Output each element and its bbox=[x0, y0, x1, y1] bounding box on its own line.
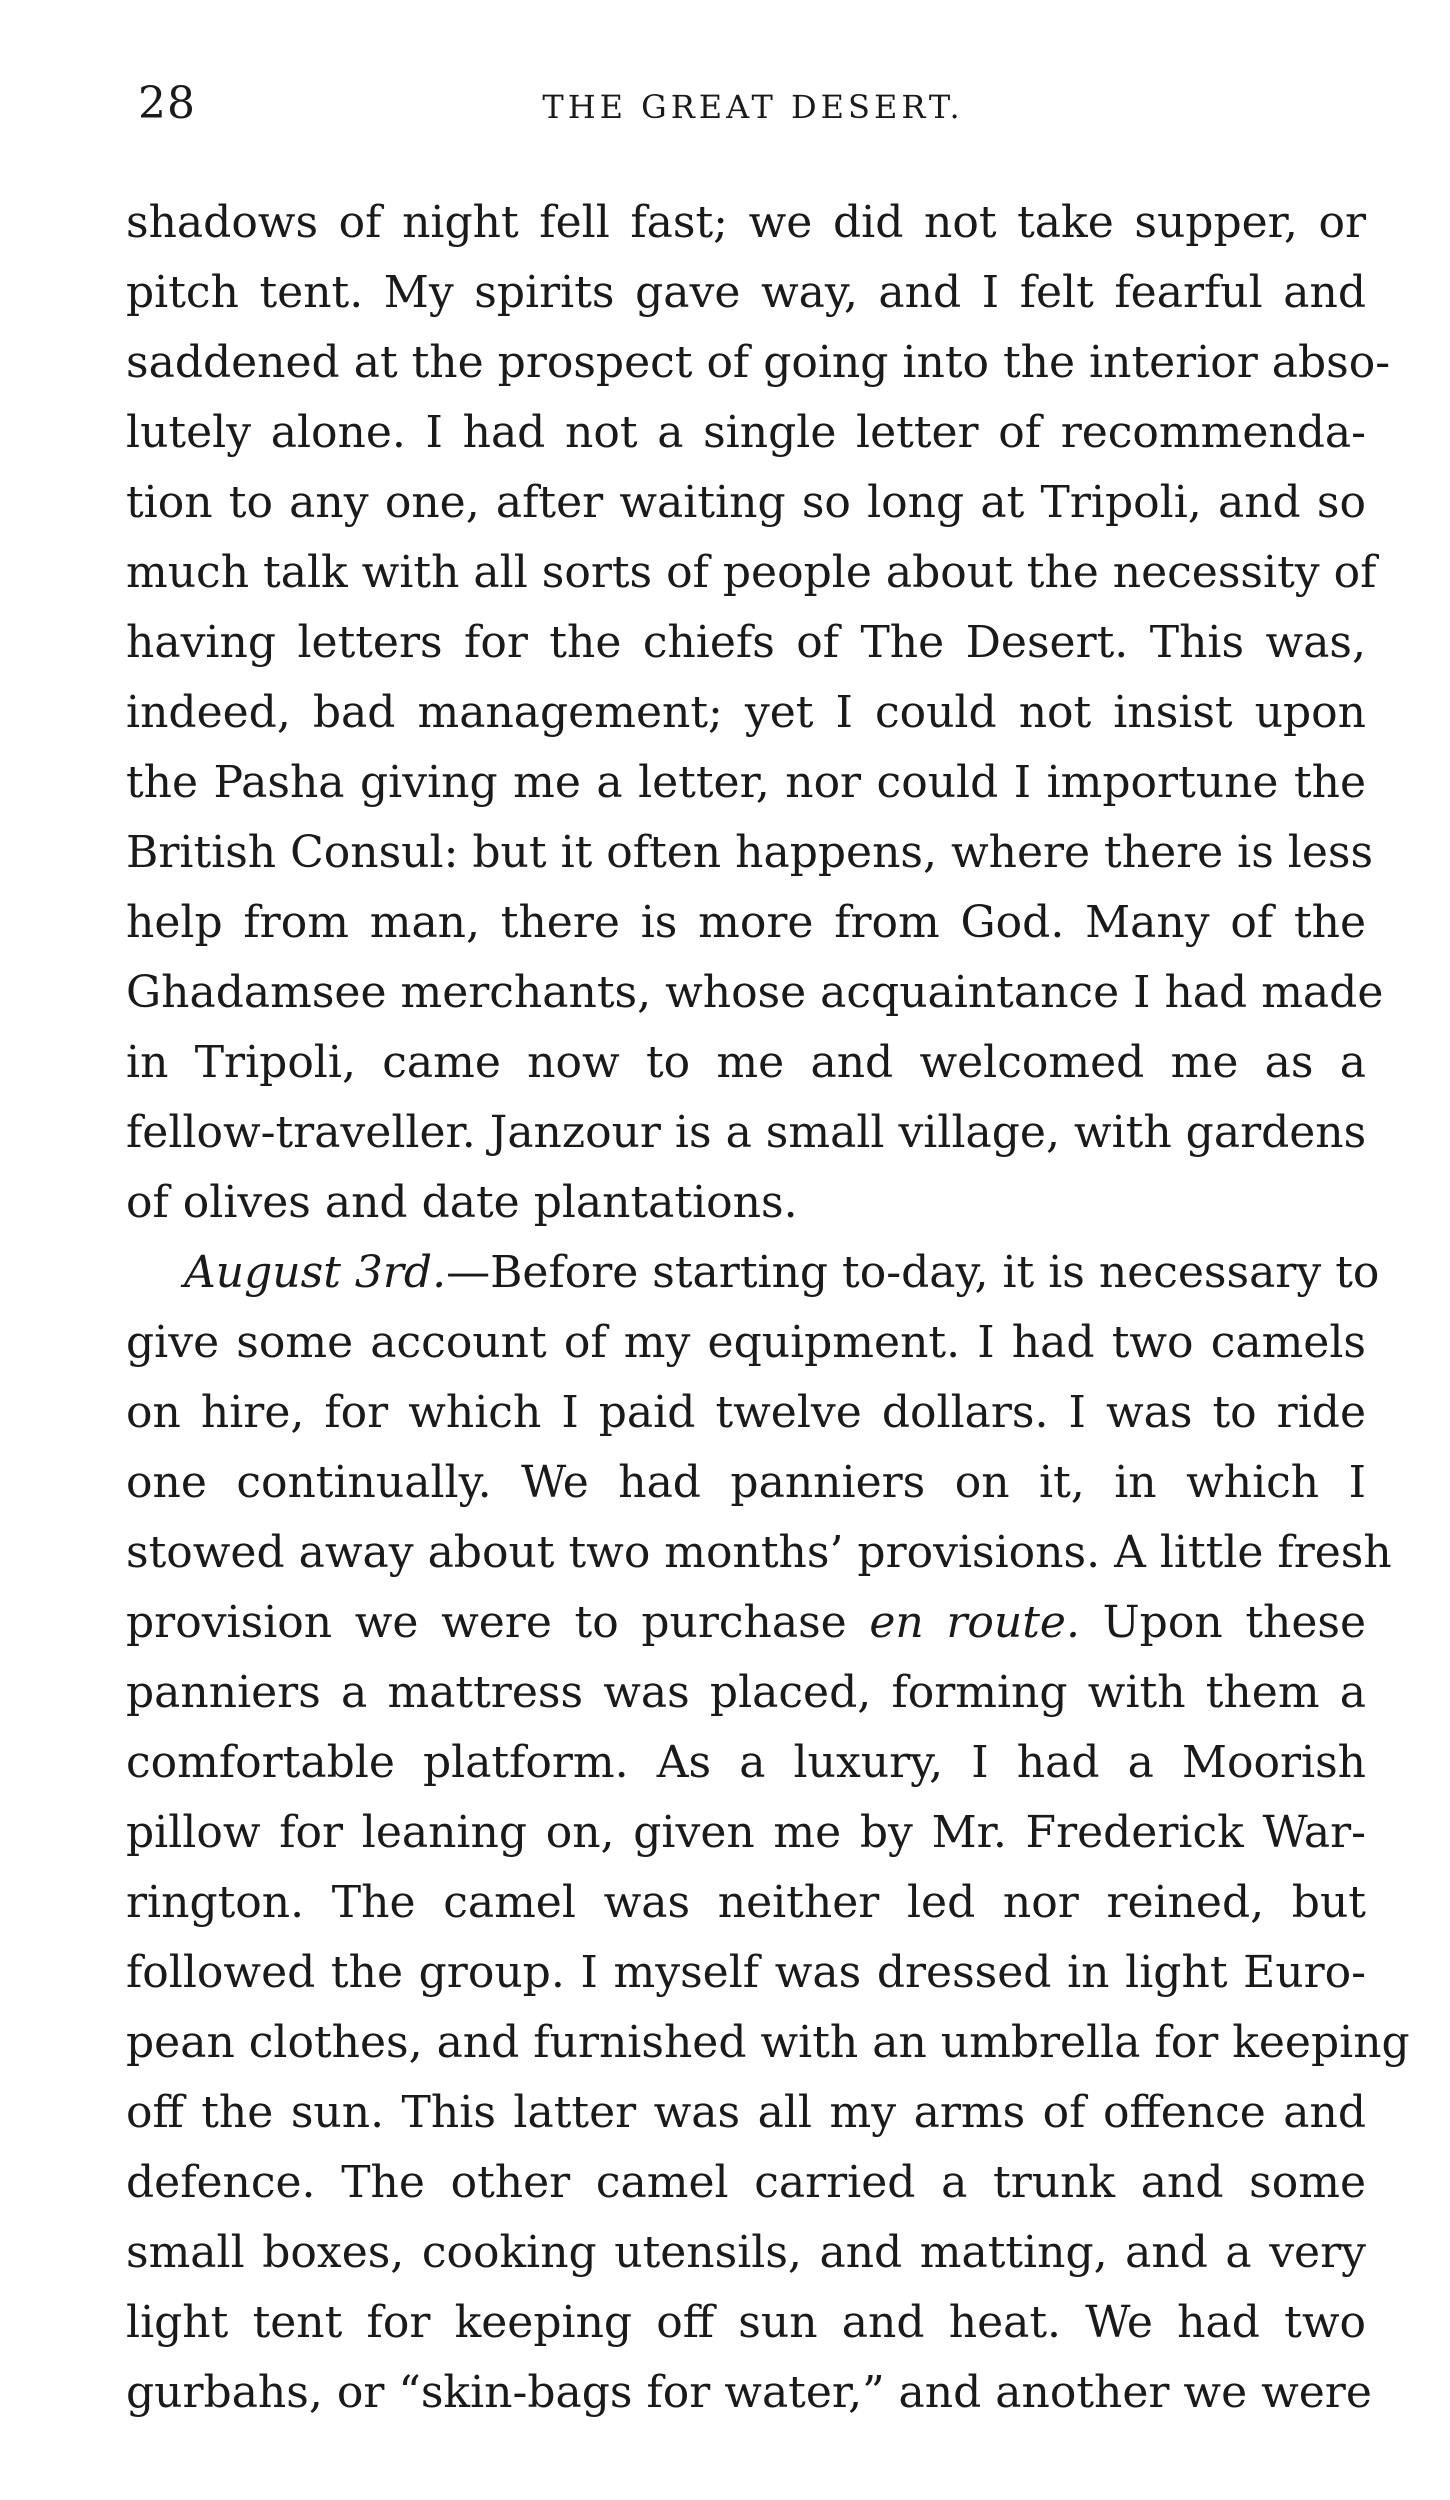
text-line: defence. The other camel carried a trunk and some bbox=[126, 2157, 1366, 2208]
text-line: the Pasha giving me a letter, nor could I importune the bbox=[126, 757, 1366, 808]
text-line bbox=[126, 1238, 1380, 1308]
text-line: pillow for leaning on, given me by Mr. Frederick War- bbox=[126, 1807, 1366, 1858]
body-text bbox=[126, 188, 1410, 2428]
text-line: small boxes, cooking utensils, and matting, and a very bbox=[126, 2227, 1366, 2278]
text-line: panniers a mattress was placed, forming with them a bbox=[126, 1667, 1366, 1718]
text-line: British Consul: but it often happens, where there is less bbox=[126, 827, 1374, 878]
line-text: Upon these bbox=[1079, 1597, 1366, 1648]
text-line: fellow-traveller. Janzour is a small village, with gardens bbox=[126, 1107, 1367, 1158]
text-line: in Tripoli, came now to me and welcomed me as a bbox=[126, 1037, 1366, 1088]
text-line: light tent for keeping off sun and heat. We had two bbox=[126, 2297, 1366, 2348]
text-line: stowed away about two months’ provisions. A little fresh bbox=[126, 1527, 1392, 1578]
text-line: Ghadamsee merchants, whose acquaintance I had made bbox=[126, 967, 1384, 1018]
text-line bbox=[126, 1588, 1366, 1658]
text-line: help from man, there is more from God. Many of the bbox=[126, 897, 1366, 948]
text-line: shadows of night fell fast; we did not take supper, or bbox=[126, 197, 1366, 248]
text-line: off the sun. This latter was all my arms of offence and bbox=[126, 2087, 1366, 2138]
text-line: having letters for the chiefs of The Desert. This was, bbox=[126, 617, 1366, 668]
text-line: on hire, for which I paid twelve dollars. I was to ride bbox=[126, 1387, 1366, 1438]
text-line: tion to any one, after waiting so long at Tripoli, and so bbox=[126, 477, 1366, 528]
text-line: of olives and date plantations. bbox=[126, 1177, 798, 1228]
line-text: provision we were to purchase bbox=[126, 1597, 870, 1648]
text-line: lutely alone. I had not a single letter of recommenda- bbox=[126, 407, 1366, 458]
entry-date-day: 3rd. bbox=[354, 1247, 447, 1298]
text-line: followed the group. I myself was dressed in light Euro- bbox=[126, 1947, 1366, 1998]
text-line: gurbahs, or “skin-bags for water,” and another we were bbox=[126, 2367, 1372, 2418]
line-text: —Before starting to-day, it is necessary to bbox=[446, 1247, 1380, 1298]
running-head: THE GREAT DESERT. bbox=[542, 88, 964, 126]
text-line: comfortable platform. As a luxury, I had a Moorish bbox=[126, 1737, 1366, 1788]
text-line: one continually. We had panniers on it, in which I bbox=[126, 1457, 1366, 1508]
text-line: saddened at the prospect of going into the interior abso- bbox=[126, 337, 1391, 388]
text-line: indeed, bad management; yet I could not insist upon bbox=[126, 687, 1366, 738]
paragraph-1 bbox=[126, 188, 1391, 1238]
text-line: pean clothes, and furnished with an umbrella for keeping bbox=[126, 2017, 1410, 2068]
italic-phrase: en route. bbox=[869, 1597, 1080, 1648]
entry-date: August bbox=[184, 1247, 341, 1298]
text-line: pitch tent. My spirits gave way, and I felt fearful and bbox=[126, 267, 1366, 318]
text-line: give some account of my equipment. I had two camels bbox=[126, 1317, 1366, 1368]
page-number: 28 bbox=[138, 78, 196, 129]
text-line: rington. The camel was neither led nor reined, but bbox=[126, 1877, 1366, 1928]
paragraph-2 bbox=[126, 1238, 1410, 2428]
page-header bbox=[138, 78, 1368, 138]
text-line: much talk with all sorts of people about the necessity of bbox=[126, 547, 1377, 598]
